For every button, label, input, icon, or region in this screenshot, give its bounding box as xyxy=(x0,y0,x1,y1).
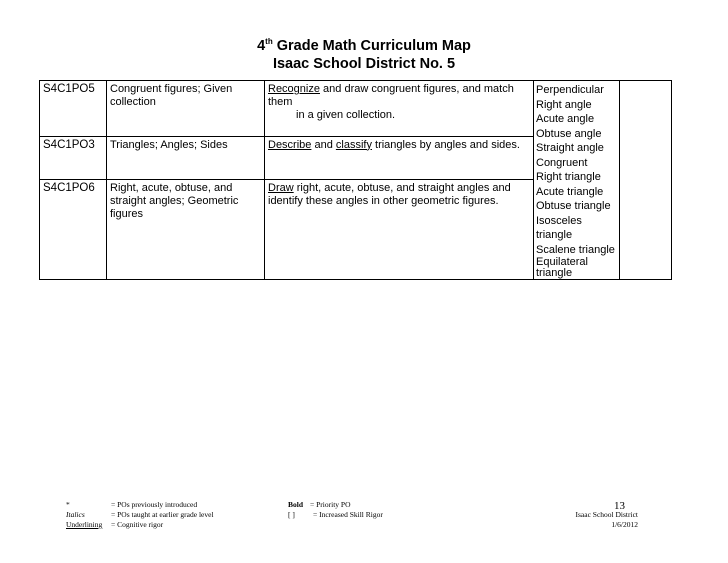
po-code: S4C1PO6 xyxy=(40,180,107,280)
vocab-item: Straight angle xyxy=(536,142,604,154)
vocab-item: Right triangle xyxy=(536,171,601,183)
po-code: S4C1PO3 xyxy=(40,136,107,180)
vocab-item: Isosceles triangle xyxy=(536,214,582,241)
title-text: Grade Math Curriculum Map xyxy=(276,38,471,54)
vocab-item: Scalene triangle xyxy=(536,243,615,256)
legend-meanings: = POs previously introduced = POs taught at earlier grade level = Cognitive rigor xyxy=(111,500,214,529)
vocab-item: Right angle xyxy=(536,98,592,111)
po-code: S4C1PO5 xyxy=(40,81,107,137)
vocab-item: Obtuse triangle xyxy=(536,200,611,212)
description-cell: Draw right, acute, obtuse, and straight angles and identify these angles in other geometric figures. xyxy=(265,180,534,280)
footer-org: Isaac School District 1/6/2012 xyxy=(575,510,638,529)
rigor-verb: Describe xyxy=(268,138,312,151)
rigor-verb: Draw xyxy=(268,182,294,195)
legend-symbols: * Italics Underlining xyxy=(66,500,103,529)
vocab-item: Acute angle xyxy=(536,113,595,125)
description-cell: Describe and classify triangles by angles and sides. xyxy=(265,136,534,180)
vocabulary-cell xyxy=(534,81,620,280)
vocab-item: Obtuse angle xyxy=(536,127,602,140)
vocab-item: Acute triangle xyxy=(536,185,604,198)
curriculum-table xyxy=(39,80,672,280)
grade-suffix: th xyxy=(265,37,273,46)
topic-cell: Triangles; Angles; Sides xyxy=(107,136,265,180)
table-row xyxy=(40,81,672,137)
page-number: 13 xyxy=(614,500,625,512)
vocab-item: Perpendicular xyxy=(536,84,604,96)
vocab-item: Equilateral triangle xyxy=(536,256,588,279)
empty-cell xyxy=(620,81,672,280)
district-name: Isaac School District No. 5 xyxy=(272,56,456,72)
grade-number: 4 xyxy=(257,38,266,54)
topic-cell: Congruent figures; Given collection xyxy=(107,81,265,137)
legend-mid-meanings: = Priority PO = Increased Skill Rigor xyxy=(310,500,383,519)
vocab-item: Congruent xyxy=(536,156,588,169)
legend-mid-symbols: Bold [ ] xyxy=(288,500,304,519)
rigor-verb: classify xyxy=(335,138,372,151)
topic-cell: Right, acute, obtuse, and straight angles; Geometric figures xyxy=(107,180,265,280)
title-line-1 xyxy=(0,33,728,55)
description-cell: Recognize and draw congruent figures, and match them in a given collection. xyxy=(265,81,534,137)
page-title xyxy=(0,33,728,73)
rigor-verb: Recognize xyxy=(268,83,320,95)
